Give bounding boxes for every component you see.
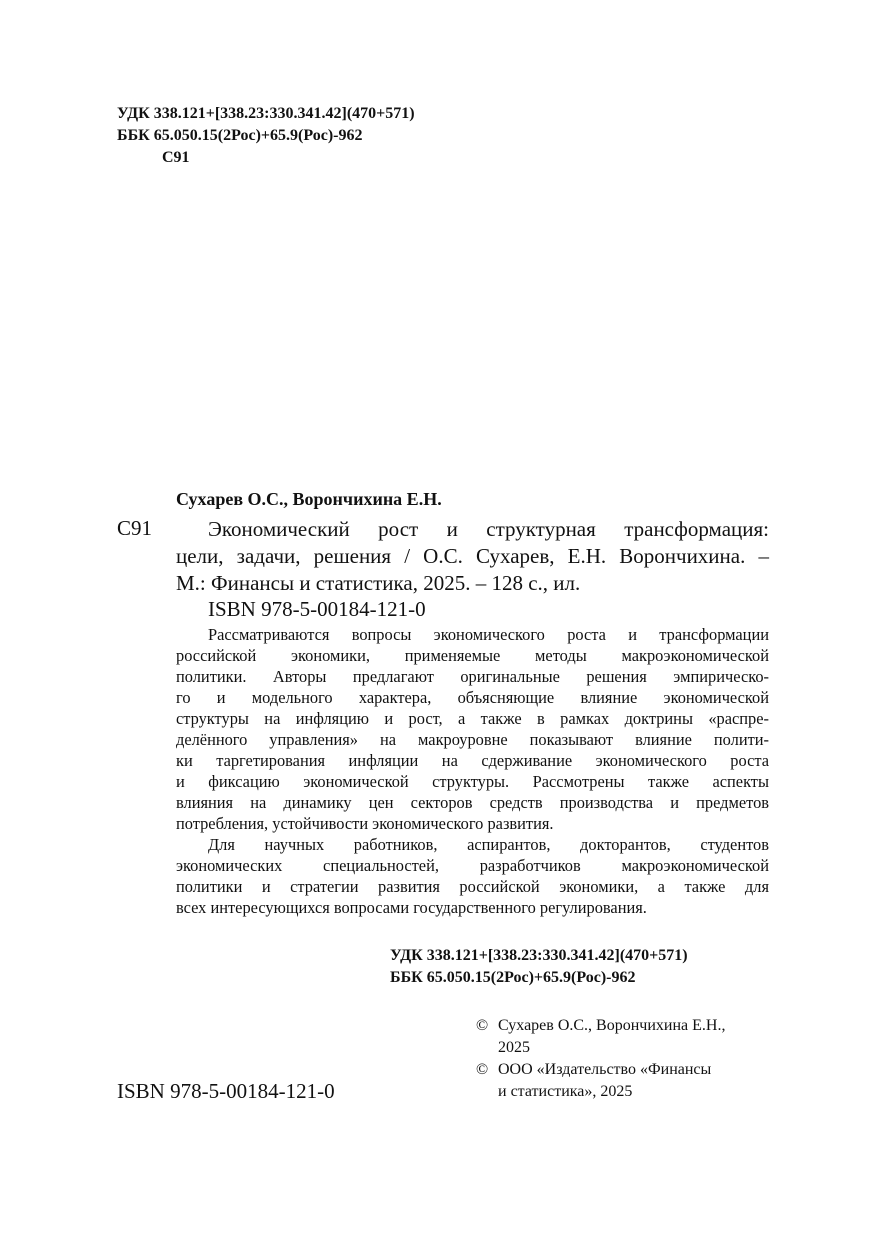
copyright-entry: © ООО «Издательство «Финансы [476, 1059, 725, 1081]
classification-block-top [117, 103, 415, 169]
author-sign: С91 [162, 149, 190, 166]
annotation-line: структуры на инфляцию и рост, а также в рамках доктрины «распре- [176, 709, 769, 728]
copyright-block [476, 1015, 725, 1103]
annotation-line: российской экономики, применяемые методы макроэкономической [176, 646, 769, 665]
annotation-line: политики. Авторы предлагают оригинальные решения эмпирическо- [176, 667, 769, 686]
bbk-code: ББК 65.050.15(2Рос)+65.9(Рос)-962 [117, 127, 363, 144]
card-isbn: ISBN 978-5-00184-121-0 [208, 597, 426, 621]
annotation-line: ки таргетирования инфляции на сдерживание экономического роста [176, 751, 769, 770]
annotation-line: го и модельного характера, объясняющие влияние экономической [176, 688, 769, 707]
annotation-line: политики и стратегии развития российской экономики, а также для [176, 877, 769, 896]
annotation-line: делённого управления» на макроуровне показывают влияние полити- [176, 730, 769, 749]
annotation [176, 624, 769, 918]
annotation-line: Рассматриваются вопросы экономического роста и трансформации [208, 625, 769, 644]
isbn-bottom: ISBN 978-5-00184-121-0 [117, 1079, 335, 1103]
copyright-icon: © [476, 1061, 489, 1078]
udk-code: УДК 338.121+[338.23:330.341.42](470+571) [117, 105, 415, 122]
annotation-line: Для научных работников, аспирантов, докторантов, студентов [208, 835, 769, 854]
card-authors: Сухарев О.С., Ворончихина Е.Н. [176, 489, 442, 509]
card-author-sign: С91 [117, 516, 153, 540]
annotation-line: влияния на динамику цен секторов средств производства и предметов [176, 793, 769, 812]
annotation-line: и фиксацию экономической структуры. Рассмотрены также аспекты [176, 772, 769, 791]
classification-block-bottom [390, 945, 688, 989]
annotation-line: экономических специальностей, разработчиков макроэкономической [176, 856, 769, 875]
copyright-entry: © Сухарев О.С., Ворончихина Е.Н., [476, 1015, 725, 1037]
card-description [176, 516, 769, 597]
annotation-line: потребления, устойчивости экономического развития. [176, 814, 554, 833]
annotation-line: всех интересующихся вопросами государственного регулирования. [176, 898, 647, 917]
copyright-entry-continuation: 2025 [498, 1039, 530, 1056]
copyright-entry-continuation: и статистика», 2025 [498, 1083, 633, 1100]
udk-code: УДК 338.121+[338.23:330.341.42](470+571) [390, 947, 688, 964]
bbk-code: ББК 65.050.15(2Рос)+65.9(Рос)-962 [390, 969, 636, 986]
card-line: цели, задачи, решения / О.С. Сухарев, Е.Н. Ворончихина. – [176, 544, 769, 568]
card-line: М.: Финансы и статистика, 2025. – 128 с., ил. [176, 571, 581, 595]
card-line: Экономический рост и структурная трансформация: [208, 517, 769, 541]
copyright-icon: © [476, 1017, 489, 1034]
